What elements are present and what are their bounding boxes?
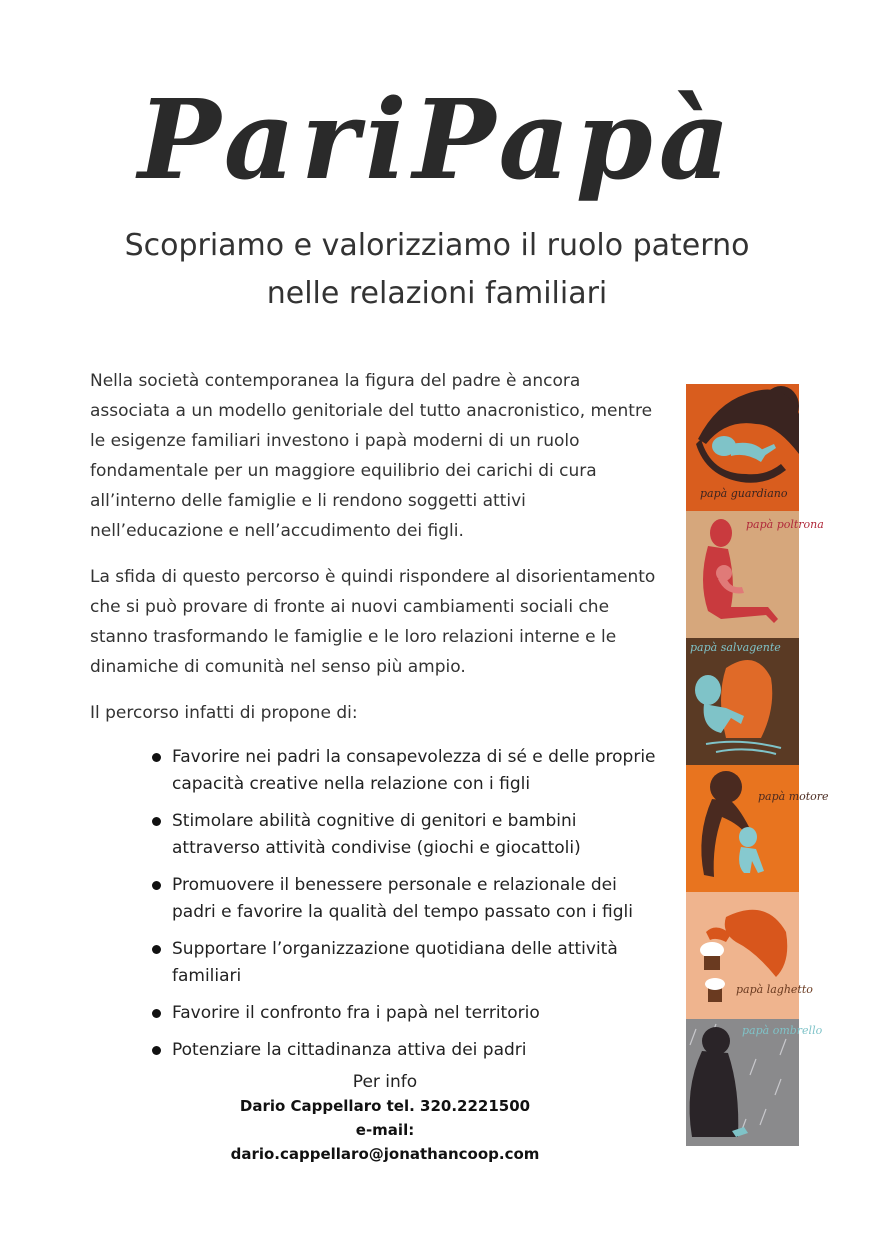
contact-email: e-mail: dario.cappellaro@jonathancoop.com xyxy=(230,1121,540,1163)
contact-info xyxy=(200,1070,570,1166)
info-label: Per info xyxy=(352,1072,418,1092)
panel-caption: papà motore xyxy=(758,790,829,803)
list-item xyxy=(172,744,660,798)
illustration-papa-motore xyxy=(686,765,829,892)
page-title: PariPapà xyxy=(138,75,736,204)
list-item xyxy=(172,1000,660,1027)
list-item-text: Favorire nei padri la consapevolezza di sé e delle proprie capacità creative nella relazione con i figli xyxy=(172,747,656,794)
bullet-icon xyxy=(152,753,161,762)
list-item xyxy=(172,872,660,926)
list-item-text: Potenziare la cittadinanza attiva dei padri xyxy=(172,1040,527,1060)
list-item-text: Supportare l’organizzazione quotidiana delle attività familiari xyxy=(172,939,618,986)
illustration-papa-salvagente xyxy=(686,638,799,765)
bullet-icon xyxy=(152,1046,161,1055)
bullet-icon xyxy=(152,945,161,954)
subtitle-line-2: nelle relazioni familiari xyxy=(266,276,608,311)
contact-phone: Dario Cappellaro tel. 320.2221500 xyxy=(239,1097,531,1115)
panel-caption: papà ombrello xyxy=(742,1024,823,1037)
subtitle-line-1: Scopriamo e valorizziamo il ruolo paterno xyxy=(124,228,750,263)
page-subtitle xyxy=(60,222,814,318)
panel-caption: papà guardiano xyxy=(700,487,788,500)
list-item xyxy=(172,1037,660,1064)
list-item xyxy=(172,808,660,862)
list-item-text: Promuovere il benessere personale e relazionale dei padri e favorire la qualità del tempo passato con i figli xyxy=(172,875,633,922)
illustration-papa-poltrona xyxy=(686,511,824,638)
goals-intro: Il percorso infatti di propone di: xyxy=(90,703,358,723)
body-content xyxy=(90,366,660,1074)
illustration-papa-guardiano xyxy=(686,384,799,511)
list-item xyxy=(172,936,660,990)
challenge-paragraph: La sfida di questo percorso è quindi rispondere al disorientamento che si può provare di fronte ai nuovi cambiamenti sociali che stanno trasformando le famiglie e le loro relazioni interne e le dinamiche di comunità nel senso più ampio. xyxy=(90,567,656,677)
illustration-papa-laghetto xyxy=(686,892,813,1019)
bullet-icon xyxy=(152,817,161,826)
intro-paragraph: Nella società contemporanea la figura del padre è ancora associata a un modello genitoriale del tutto anacronistico, mentre le esigenze familiari investono i papà moderni di un ruolo fondamentale per un maggiore equilibrio dei carichi di cura all’interno delle famiglie e li rendono soggetti attivi nell’educazione e nell’accudimento dei figli. xyxy=(90,371,653,541)
list-item-text: Favorire il confronto fra i papà nel territorio xyxy=(172,1003,540,1023)
panel-caption: papà salvagente xyxy=(690,641,781,654)
panel-caption: papà laghetto xyxy=(736,983,813,996)
father-figure-icon xyxy=(721,660,772,738)
goals-list xyxy=(90,744,660,1064)
illustration-papa-ombrello xyxy=(686,1019,823,1146)
bullet-icon xyxy=(152,881,161,890)
panel-caption: papà poltrona xyxy=(746,518,824,531)
bullet-icon xyxy=(152,1009,161,1018)
list-item-text: Stimolare abilità cognitive di genitori e bambini attraverso attività condivise (giochi e giocattoli) xyxy=(172,811,581,858)
illustration-strip xyxy=(686,384,829,1146)
